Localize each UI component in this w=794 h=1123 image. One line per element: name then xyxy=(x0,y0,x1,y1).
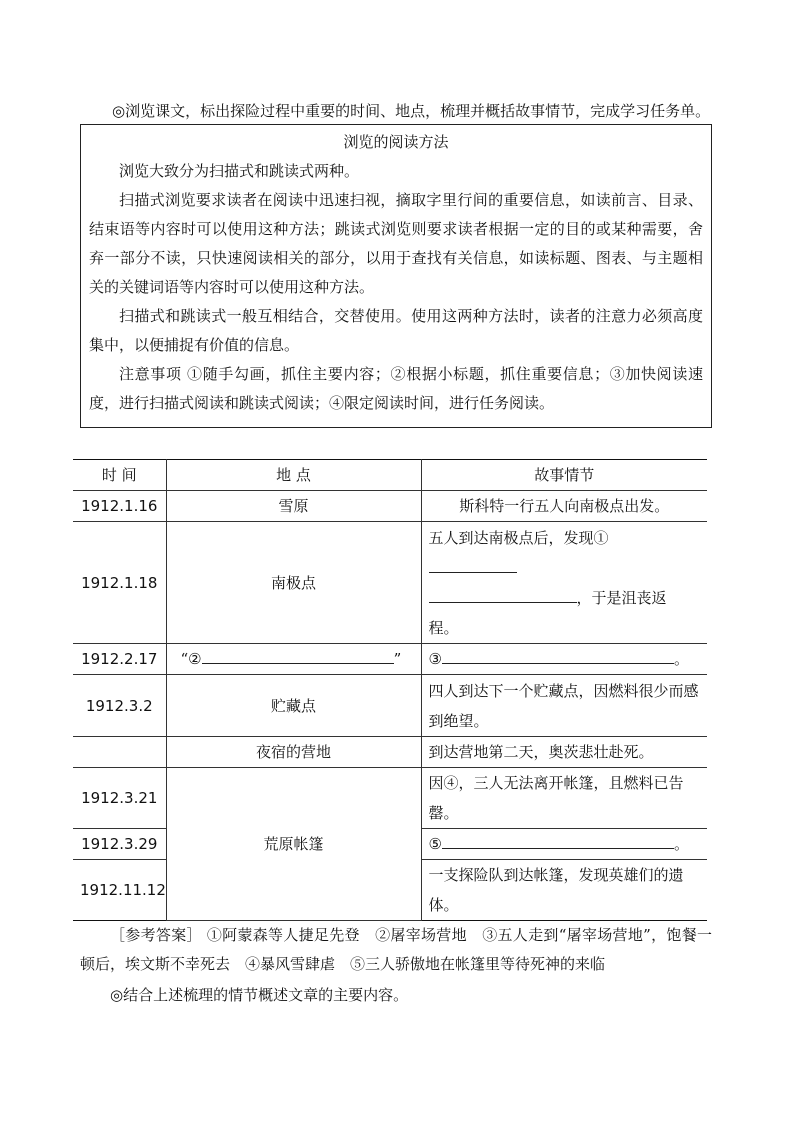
plot-cell: 到达营地第二天，奥茨悲壮赴死。 xyxy=(421,737,707,768)
place-cell: 夜宿的营地 xyxy=(166,737,421,768)
table-header-row xyxy=(73,460,707,491)
plot-cell: 斯科特一行五人向南极点出发。 xyxy=(421,491,707,522)
place-cell: 雪原 xyxy=(166,491,421,522)
place-cell: 荒原帐篷 xyxy=(166,768,421,921)
period: 。 xyxy=(673,650,689,668)
plot-line: ，于是沮丧返 xyxy=(576,588,667,607)
plot-cell: 因④，三人无法离开帐篷，且燃料已告罄。 xyxy=(421,768,707,829)
plot-line: 五人到达南极点后，发现① xyxy=(428,528,609,547)
plot-line: 程。 xyxy=(428,618,459,637)
quote-open: “② xyxy=(180,650,202,668)
reading-method-box xyxy=(80,124,712,428)
time-cell: 1912.1.16 xyxy=(73,491,166,522)
quote-close: ” xyxy=(393,650,402,668)
table-row xyxy=(73,644,707,675)
box-paragraph-2: 扫描式浏览要求读者在阅读中迅速扫视，摘取字里行间的重要信息，如读前言、目录、结束语等内容时可以使用这种方法；跳读式浏览则要求读者根据一定的目的或某种需要，舍弃一部分不读，只快速阅读相关的部分，以用于查找有关信息，如读标题、图表、与主题相关的关键词语等内容时可以使用这种方法。 xyxy=(89,191,703,296)
period: 。 xyxy=(673,835,689,853)
answer-blank-1b[interactable] xyxy=(429,586,577,603)
time-cell xyxy=(73,737,166,768)
box-paragraph-4: 注意事项 ①随手勾画，抓住主要内容；②根据小标题，抓住重要信息；③加快阅读速度，进行扫描式阅读和跳读式阅读；④限定阅读时间，进行任务阅读。 xyxy=(89,365,703,412)
plot-cell: 一支探险队到达帐篷，发现英雄们的遗体。 xyxy=(421,860,707,921)
story-table xyxy=(73,459,707,921)
box-paragraph-1: 浏览大致分为扫描式和跳读式两种。 xyxy=(119,162,360,180)
table-row xyxy=(73,675,707,737)
table-row xyxy=(73,491,707,522)
place-cell: 贮藏点 xyxy=(166,675,421,737)
box-paragraph-3: 扫描式和跳读式一般互相结合，交替使用。使用这两种方法时，读者的注意力必须高度集中，以便捕捉有价值的信息。 xyxy=(89,307,703,354)
time-cell: 1912.11.12 xyxy=(73,860,166,921)
time-cell: 1912.2.17 xyxy=(73,644,166,675)
box-title: 浏览的阅读方法 xyxy=(343,133,449,151)
outro-instruction: ◎结合上述梳理的情节概述文章的主要内容。 xyxy=(110,986,409,1004)
place-cell xyxy=(166,644,421,675)
blank-number: ⑤ xyxy=(428,835,442,853)
reference-answer: ［参考答案］ ①阿蒙森等人捷足先登 ②屠宰场营地 ③五人走到“屠宰场营地”，饱餐一顿后，埃文斯不幸死去 ④暴风雪肆虐 ⑤三人骄傲地在帐篷里等待死神的来临 xyxy=(80,926,712,973)
time-cell: 1912.1.18 xyxy=(73,522,166,644)
answer-blank-5[interactable] xyxy=(442,832,674,849)
table-row xyxy=(73,522,707,644)
time-cell: 1912.3.21 xyxy=(73,768,166,829)
header-plot: 故事情节 xyxy=(421,460,707,491)
answer-blank-2[interactable] xyxy=(202,647,394,664)
plot-cell: 四人到达下一个贮藏点，因燃料很少而感到绝望。 xyxy=(421,675,707,737)
plot-cell xyxy=(421,644,707,675)
header-place: 地 点 xyxy=(166,460,421,491)
answer-blank-1a[interactable] xyxy=(429,556,517,573)
header-time: 时 间 xyxy=(73,460,166,491)
intro-instruction: ◎浏览课文，标出探险过程中重要的时间、地点，梳理并概括故事情节，完成学习任务单。 xyxy=(112,102,711,120)
table-row xyxy=(73,737,707,768)
plot-cell xyxy=(421,522,707,644)
time-cell: 1912.3.2 xyxy=(73,675,166,737)
plot-cell xyxy=(421,829,707,860)
answer-blank-3[interactable] xyxy=(442,647,674,664)
table-row xyxy=(73,768,707,829)
time-cell: 1912.3.29 xyxy=(73,829,166,860)
blank-number: ③ xyxy=(428,650,442,668)
place-cell: 南极点 xyxy=(166,522,421,644)
